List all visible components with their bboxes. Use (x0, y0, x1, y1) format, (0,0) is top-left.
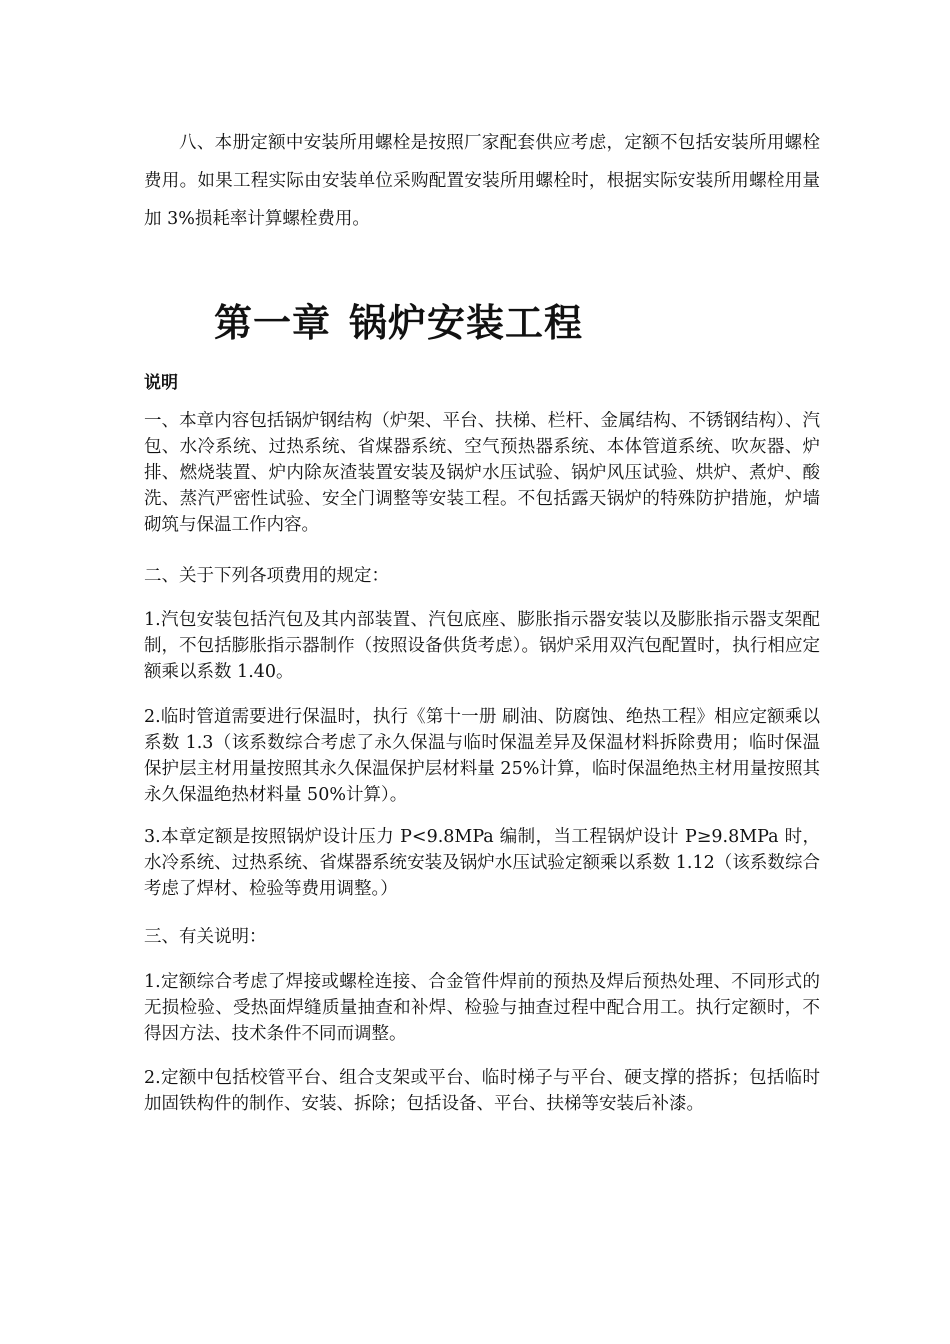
chapter-number: 第一章 (214, 301, 332, 345)
section-label: 说明 (144, 373, 178, 393)
intro-paragraph: 八、本册定额中安装所用螺栓是按照厂家配套供应考虑，定额不包括安装所用螺栓费用。如果工程实际由安装单位采购配置安装所用螺栓时，根据实际安装所用螺栓用量加 3%损耗率计算螺栓费用。 (144, 133, 820, 229)
chapter-title (214, 292, 583, 347)
paragraph-item: 2.临时管道需要进行保温时，执行《第十一册 刷油、防腐蚀、绝热工程》相应定额乘以系数 1.3（该系数综合考虑了永久保温与临时保温差异及保温材料拆除费用；临时保温保护层主材用量按照其永久保温保护层材料量 25%计算，临时保温绝热主材用量按照其永久保温绝热材料量 50%计算）。 (144, 707, 820, 805)
paragraph-item: 3.本章定额是按照锅炉设计压力 P<9.8MPa 编制，当工程锅炉设计 P≥9.8MPa 时，水冷系统、过热系统、省煤器系统安装及锅炉水压试验定额乘以系数 1.12（该系数综合考虑了焊材、检验等费用调整。） (144, 827, 820, 899)
paragraph-item: 1.汽包安装包括汽包及其内部装置、汽包底座、膨胀指示器安装以及膨胀指示器支架配制，不包括膨胀指示器制作（按照设备供货考虑）。锅炉采用双汽包配置时，执行相应定额乘以系数 1.40。 (144, 610, 820, 682)
paragraph-item: 1.定额综合考虑了焊接或螺栓连接、合金管件焊前的预热及焊后预热处理、不同形式的无损检验、受热面焊缝质量抽查和补焊、检验与抽查过程中配合用工。执行定额时，不得因方法、技术条件不同而调整。 (144, 972, 820, 1044)
paragraph-item: 2.定额中包括校管平台、组合支架或平台、临时梯子与平台、硬支撑的搭拆；包括临时加固铁构件的制作、安装、拆除；包括设备、平台、扶梯等安装后补漆。 (144, 1068, 820, 1114)
chapter-name: 锅炉安装工程 (349, 301, 584, 345)
paragraph-scope: 一、本章内容包括锅炉钢结构（炉架、平台、扶梯、栏杆、金属结构、不锈钢结构）、汽包、水冷系统、过热系统、省煤器系统、空气预热器系统、本体管道系统、吹灰器、炉排、燃烧装置、炉内除灰渣装置安装及锅炉水压试验、锅炉风压试验、烘炉、煮炉、酸洗、蒸汽严密性试验、安全门调整等安装工程。不包括露天锅炉的特殊防护措施，炉墙砌筑与保温工作内容。 (144, 411, 820, 535)
paragraph-heading-notes: 三、有关说明： (144, 927, 267, 947)
paragraph-heading-fees: 二、关于下列各项费用的规定： (144, 566, 389, 586)
